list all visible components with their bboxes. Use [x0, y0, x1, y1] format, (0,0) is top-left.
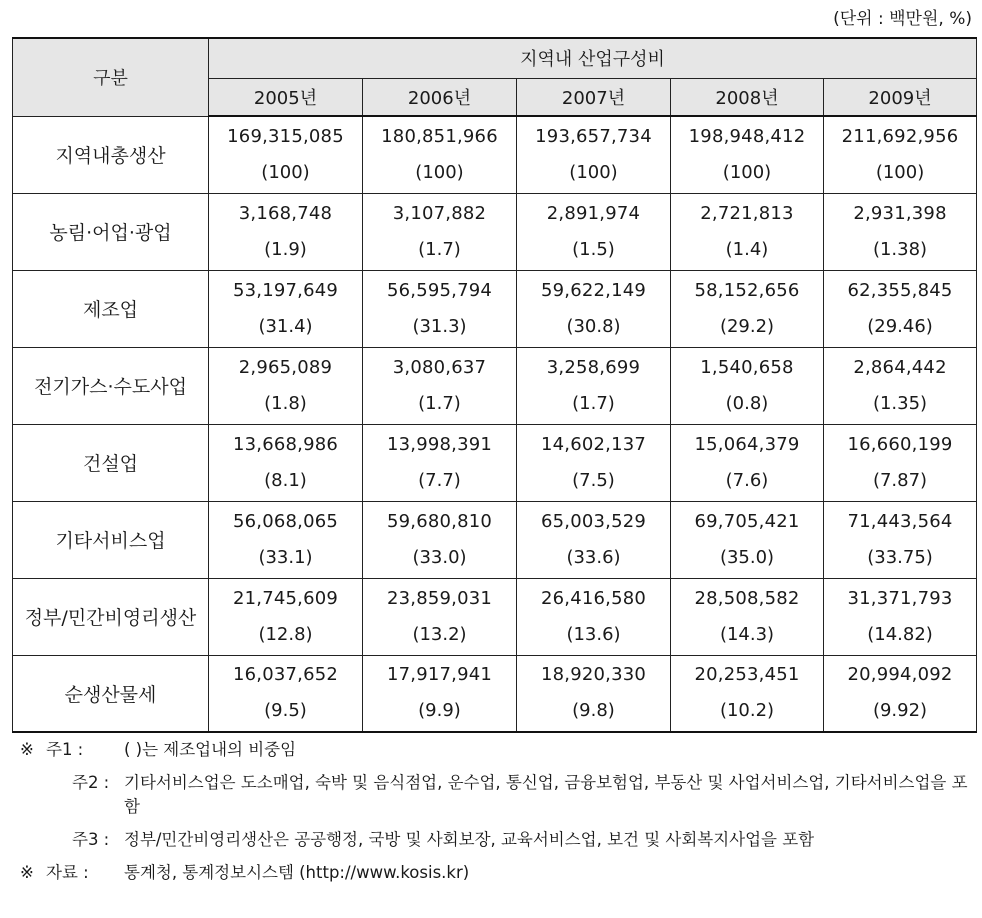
note-mark: ※ — [20, 740, 34, 759]
data-cell — [671, 347, 824, 424]
data-cell — [517, 578, 671, 655]
row-label: 정부/민간비영리생산 — [13, 578, 209, 655]
note-label: 자료 : — [46, 863, 89, 882]
data-cell — [363, 347, 517, 424]
amount-value: 1,540,658 — [700, 356, 794, 378]
share-value: (1.7) — [418, 238, 461, 260]
data-cell — [363, 116, 517, 193]
share-value: (7.87) — [872, 469, 928, 491]
table-row — [13, 501, 977, 578]
share-value: (31.4) — [258, 315, 313, 337]
header-year: 2009년 — [824, 78, 977, 116]
data-cell — [824, 116, 977, 193]
data-cell — [363, 424, 517, 501]
amount-value: 26,416,580 — [540, 587, 647, 609]
footnote — [20, 771, 975, 819]
amount-value: 59,622,149 — [540, 279, 647, 301]
unit-label: (단위 : 백만원, %) — [833, 9, 972, 29]
header-group: 지역내 산업구성비 — [209, 38, 977, 78]
share-value: (7.5) — [572, 469, 615, 491]
amount-value: 211,692,956 — [841, 125, 959, 147]
source-note — [20, 861, 975, 885]
data-cell — [363, 193, 517, 270]
share-value: (33.75) — [867, 546, 933, 568]
amount-value: 3,258,699 — [546, 356, 641, 378]
amount-value: 16,037,652 — [232, 664, 339, 686]
share-value: (13.6) — [566, 623, 621, 645]
share-value: (13.2) — [412, 623, 467, 645]
table-body — [13, 116, 977, 732]
share-value: (100) — [415, 161, 464, 183]
share-value: (1.5) — [572, 238, 615, 260]
share-value: (12.8) — [258, 623, 313, 645]
data-cell — [671, 424, 824, 501]
data-cell — [517, 655, 671, 732]
header-category: 구분 — [13, 38, 209, 116]
data-cell — [517, 424, 671, 501]
table-row — [13, 655, 977, 732]
row-label: 전기가스·수도사업 — [13, 347, 209, 424]
note-label: 주2 : — [72, 773, 110, 792]
data-cell — [209, 193, 363, 270]
share-value: (1.9) — [264, 238, 307, 260]
data-cell — [517, 501, 671, 578]
share-value: (1.7) — [572, 392, 615, 414]
share-value: (100) — [261, 161, 310, 183]
data-cell — [363, 655, 517, 732]
data-cell — [209, 655, 363, 732]
data-cell — [824, 655, 977, 732]
amount-value: 13,668,986 — [232, 433, 339, 455]
data-cell — [209, 116, 363, 193]
data-cell — [209, 501, 363, 578]
share-value: (100) — [569, 161, 618, 183]
share-value: (100) — [875, 161, 925, 183]
header-year: 2008년 — [671, 78, 824, 116]
data-cell — [209, 424, 363, 501]
note-mark: ※ — [20, 863, 34, 882]
amount-value: 28,508,582 — [694, 587, 800, 609]
data-cell — [824, 270, 977, 347]
note-text: 정부/민간비영리생산은 공공행정, 국방 및 사회보장, 교육서비스업, 보건 및 사회복지사업을 포함 — [124, 830, 815, 849]
share-value: (1.7) — [418, 392, 461, 414]
amount-value: 3,080,637 — [392, 356, 487, 378]
amount-value: 53,197,649 — [232, 279, 339, 301]
amount-value: 58,152,656 — [694, 279, 800, 301]
share-value: (1.35) — [872, 392, 928, 414]
amount-value: 15,064,379 — [694, 433, 800, 455]
data-cell — [671, 193, 824, 270]
table-row — [13, 270, 977, 347]
share-value: (0.8) — [725, 392, 769, 414]
table-row — [13, 193, 977, 270]
amount-value: 198,948,412 — [688, 125, 806, 147]
share-value: (14.3) — [719, 623, 775, 645]
share-value: (7.6) — [725, 469, 769, 491]
header-year: 2006년 — [363, 78, 517, 116]
amount-value: 62,355,845 — [847, 279, 953, 301]
data-cell — [363, 270, 517, 347]
amount-value: 69,705,421 — [694, 510, 800, 532]
share-value: (35.0) — [719, 546, 775, 568]
data-cell — [824, 501, 977, 578]
row-label: 농림·어업·광업 — [13, 193, 209, 270]
share-value: (29.46) — [867, 315, 933, 337]
table-row — [13, 578, 977, 655]
data-cell — [517, 270, 671, 347]
share-value: (9.8) — [572, 700, 615, 722]
amount-value: 13,998,391 — [386, 433, 493, 455]
industry-composition-table — [12, 37, 977, 733]
table-row — [13, 116, 977, 193]
amount-value: 2,965,089 — [238, 356, 333, 378]
amount-value: 31,371,793 — [847, 587, 953, 609]
data-cell — [671, 116, 824, 193]
amount-value: 2,891,974 — [546, 202, 641, 224]
share-value: (9.9) — [418, 700, 461, 722]
share-value: (10.2) — [719, 700, 775, 722]
data-cell — [517, 116, 671, 193]
amount-value: 56,068,065 — [232, 510, 339, 532]
amount-value: 16,660,199 — [847, 433, 953, 455]
row-label: 건설업 — [13, 424, 209, 501]
amount-value: 59,680,810 — [386, 510, 493, 532]
share-value: (33.1) — [258, 546, 313, 568]
amount-value: 17,917,941 — [386, 664, 493, 686]
amount-value: 3,107,882 — [392, 202, 487, 224]
share-value: (31.3) — [412, 315, 467, 337]
row-label: 순생산물세 — [13, 655, 209, 732]
share-value: (100) — [722, 161, 772, 183]
share-value: (1.38) — [872, 238, 928, 260]
amount-value: 2,931,398 — [853, 202, 947, 224]
data-cell — [824, 347, 977, 424]
row-label: 제조업 — [13, 270, 209, 347]
data-cell — [209, 578, 363, 655]
footnote — [20, 828, 975, 852]
header-year: 2005년 — [209, 78, 363, 116]
data-cell — [363, 501, 517, 578]
data-cell — [671, 655, 824, 732]
footnotes — [20, 738, 975, 894]
share-value: (33.6) — [566, 546, 621, 568]
footnote — [20, 738, 975, 762]
share-value: (14.82) — [867, 623, 933, 645]
note-text: 기타서비스업은 도소매업, 숙박 및 음식점업, 운수업, 통신업, 금융보험업, 부동산 및 사업서비스업, 기타서비스업을 포함 — [124, 773, 968, 816]
amount-value: 23,859,031 — [386, 587, 493, 609]
note-label: 주3 : — [72, 830, 110, 849]
amount-value: 56,595,794 — [386, 279, 493, 301]
amount-value: 65,003,529 — [540, 510, 647, 532]
data-cell — [517, 347, 671, 424]
share-value: (7.7) — [418, 469, 461, 491]
amount-value: 3,168,748 — [238, 202, 333, 224]
share-value: (9.5) — [264, 700, 307, 722]
data-cell — [824, 193, 977, 270]
share-value: (33.0) — [412, 546, 467, 568]
amount-value: 14,602,137 — [540, 433, 647, 455]
data-cell — [209, 347, 363, 424]
share-value: (1.4) — [725, 238, 769, 260]
note-label: 주1 : — [46, 740, 84, 759]
data-cell — [209, 270, 363, 347]
data-cell — [363, 578, 517, 655]
note-text: ( )는 제조업내의 비중임 — [124, 740, 297, 759]
table-row — [13, 347, 977, 424]
row-label: 기타서비스업 — [13, 501, 209, 578]
row-label: 지역내총생산 — [13, 116, 209, 193]
share-value: (9.92) — [872, 700, 928, 722]
amount-value: 20,253,451 — [694, 664, 800, 686]
amount-value: 21,745,609 — [232, 587, 339, 609]
header-year: 2007년 — [517, 78, 671, 116]
amount-value: 2,721,813 — [700, 202, 794, 224]
amount-value: 169,315,085 — [227, 125, 344, 147]
share-value: (8.1) — [264, 469, 307, 491]
data-cell — [517, 193, 671, 270]
amount-value: 20,994,092 — [847, 664, 953, 686]
table-row — [13, 424, 977, 501]
note-text: 통계청, 통계정보시스템 (http://www.kosis.kr) — [124, 863, 470, 882]
amount-value: 2,864,442 — [853, 356, 947, 378]
amount-value: 193,657,734 — [535, 125, 652, 147]
amount-value: 180,851,966 — [381, 125, 498, 147]
share-value: (29.2) — [719, 315, 775, 337]
data-cell — [671, 578, 824, 655]
amount-value: 18,920,330 — [540, 664, 647, 686]
data-cell — [671, 270, 824, 347]
data-cell — [824, 424, 977, 501]
share-value: (1.8) — [264, 392, 307, 414]
data-cell — [824, 578, 977, 655]
share-value: (30.8) — [566, 315, 621, 337]
data-cell — [671, 501, 824, 578]
amount-value: 71,443,564 — [847, 510, 953, 532]
